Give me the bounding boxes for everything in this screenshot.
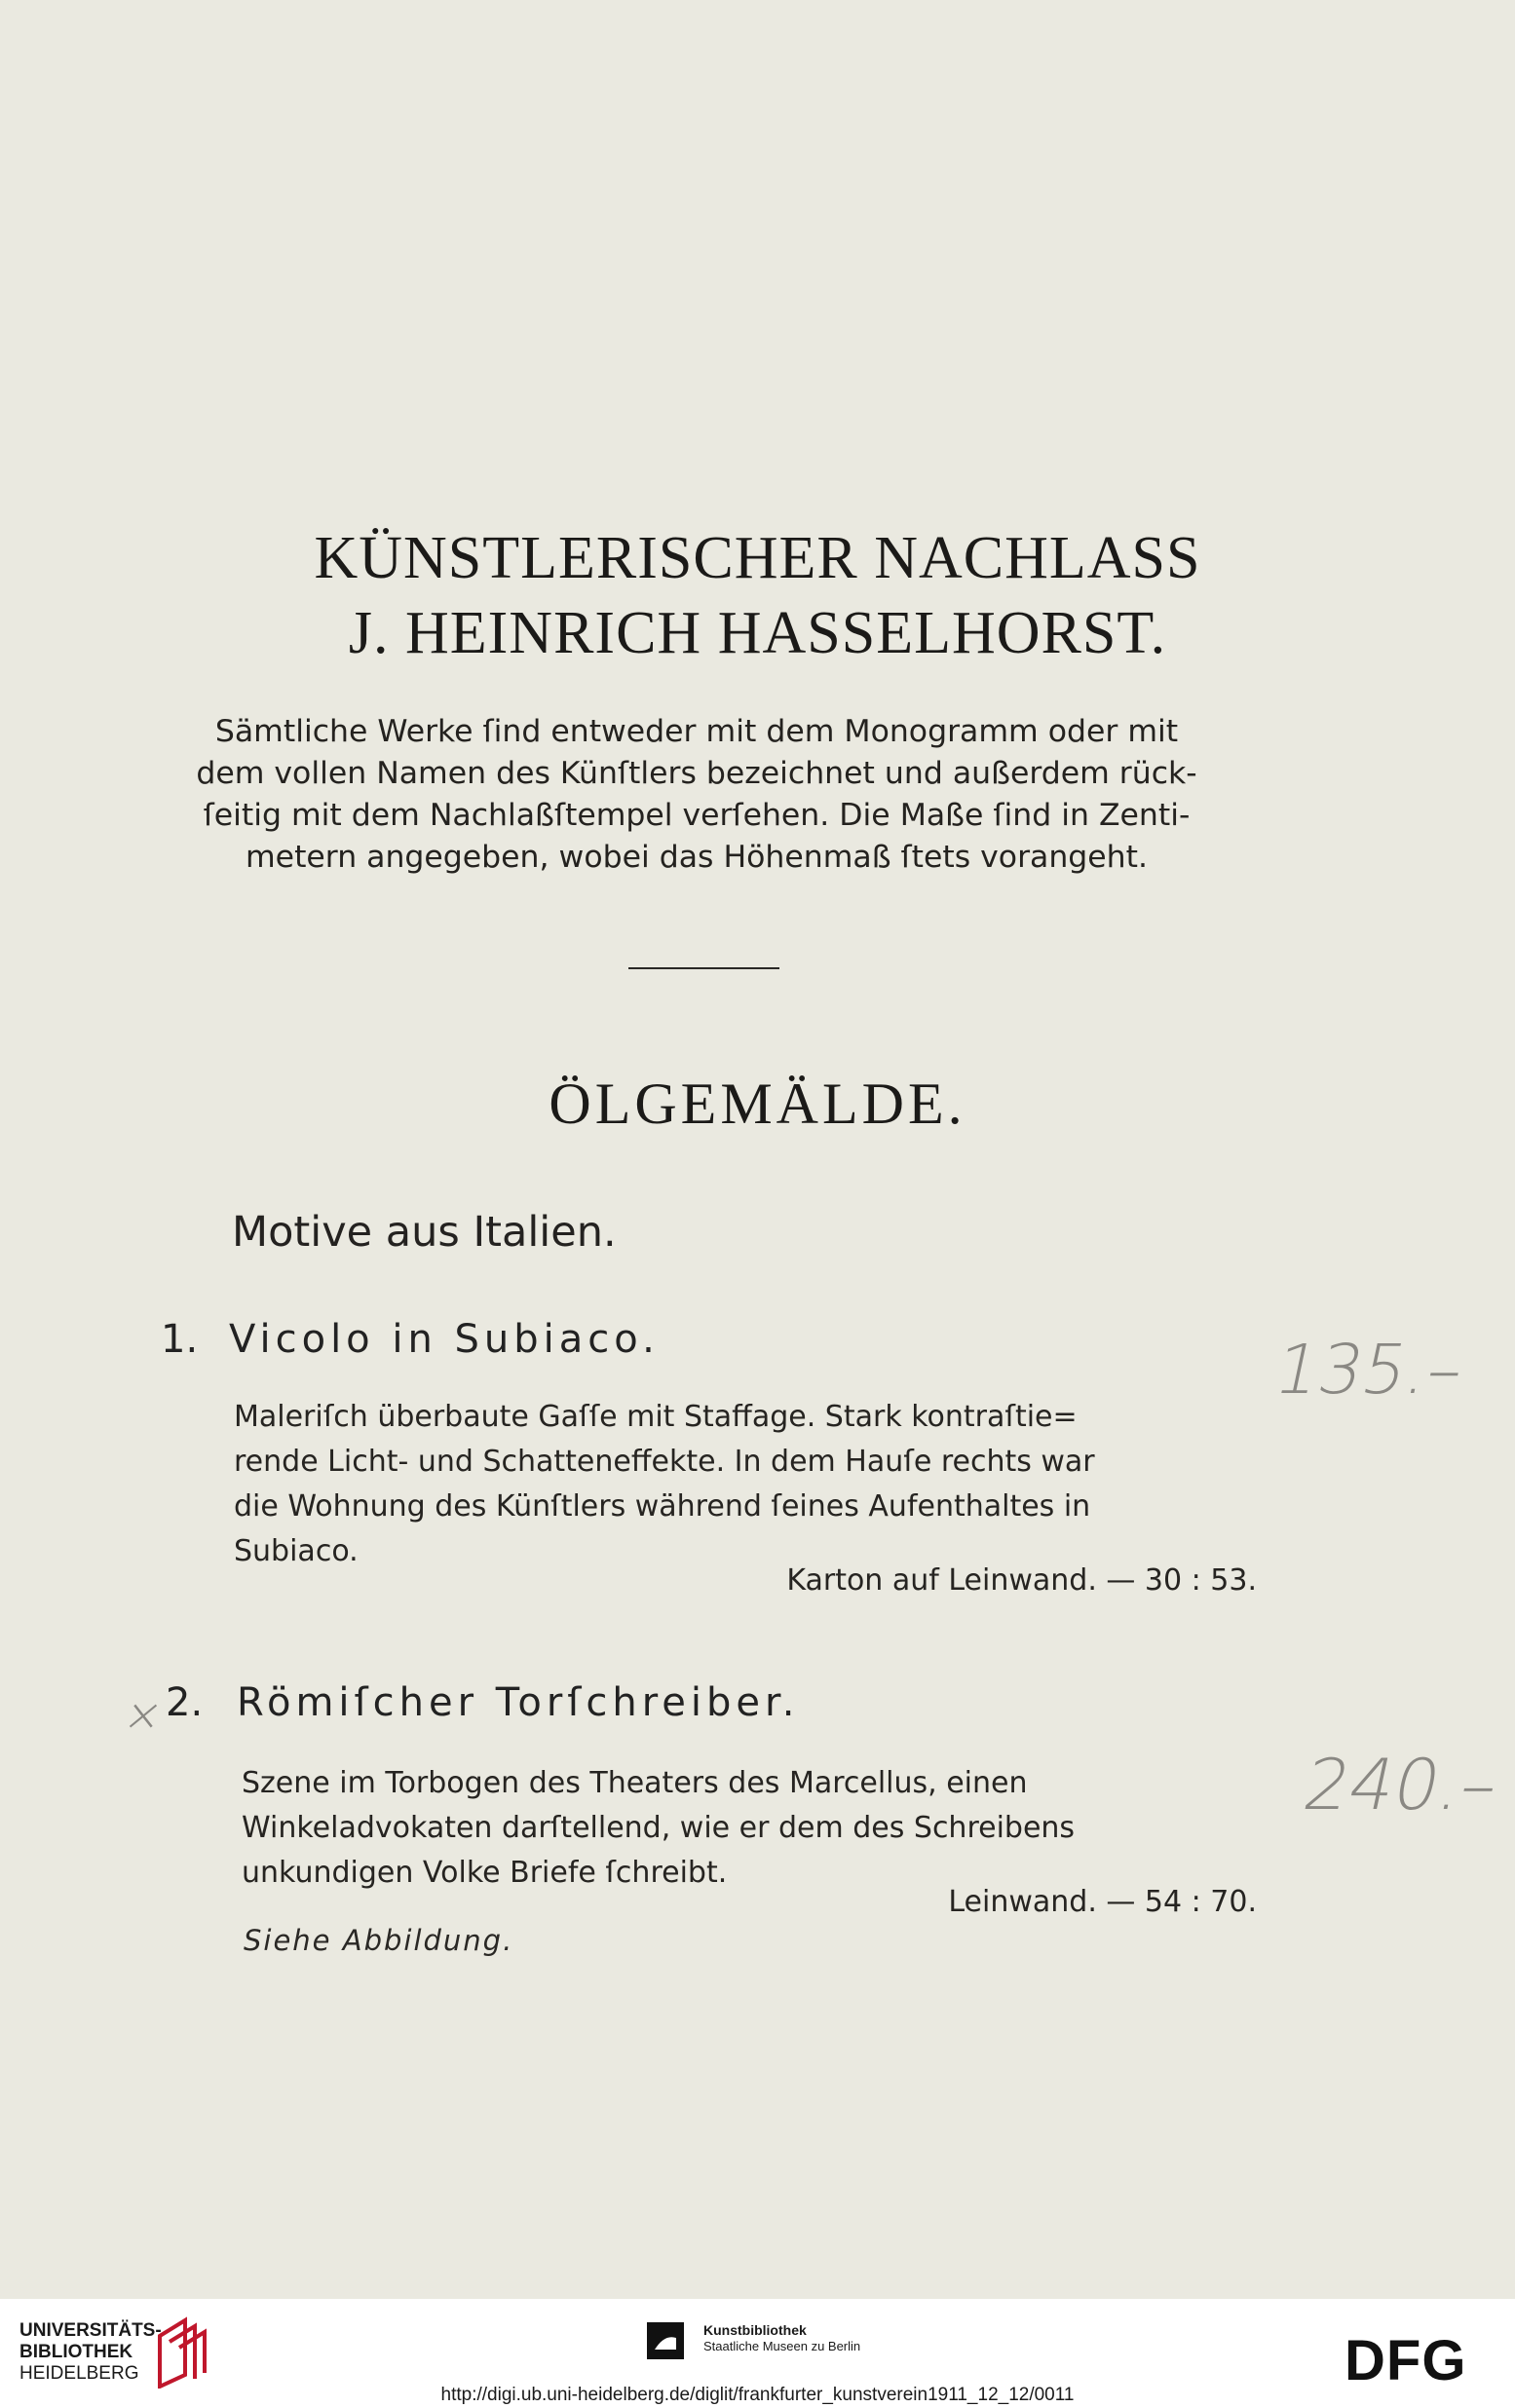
handwritten-price-note: 240.–	[1297, 1744, 1506, 1825]
intro-line: dem vollen Namen des Künſtlers bezeichnet und außerdem rück-	[196, 756, 1197, 791]
item-medium-dimensions: Karton auf Leinwand. — 30 : 53.	[786, 1563, 1257, 1598]
intro-line: ſeitig mit dem Nachlaßſtempel verſehen. Die Maße ſind in Zenti-	[203, 798, 1191, 833]
section-divider	[628, 967, 779, 969]
item-title: Römiſcher Torſchreiber.	[237, 1680, 800, 1725]
kunstbibliothek-logo-icon[interactable]	[645, 2320, 686, 2361]
description-line: die Wohnung des Künſtlers während ſeines Aufenthaltes in	[234, 1489, 1091, 1524]
item-number: 1.	[161, 1317, 199, 1362]
description-line: Winkeladvokaten darſtellend, wie er dem des Schreibens	[242, 1811, 1076, 1845]
intro-paragraph	[136, 711, 1257, 879]
intro-line: Sämtliche Werke ſind entweder mit dem Monogramm oder mit	[214, 714, 1179, 749]
item-title: Vicolo in Subiaco.	[229, 1317, 660, 1362]
section-title: ÖLGEMÄLDE.	[549, 1072, 966, 1136]
description-line: rende Licht- und Schatteneffekte. In dem Hauſe rechts war	[234, 1445, 1095, 1479]
description-line: unkundigen Volke Briefe ſchreibt.	[242, 1856, 728, 1890]
library-name-line: HEIDELBERG	[19, 2363, 139, 2384]
library-name-line: BIBLIOTHEK	[19, 2342, 133, 2362]
intro-line: metern angegeben, wobei das Höhenmaß ſtets vorangeht.	[246, 840, 1148, 875]
subsection-title: Motive aus Italien.	[232, 1208, 617, 1257]
item-description	[242, 1761, 1260, 1896]
kb-name-text: Kunstbibliothek	[703, 2322, 807, 2338]
university-library-logo-icon[interactable]	[156, 2316, 210, 2389]
dfg-logo[interactable]: DFG	[1345, 2329, 1467, 2392]
item-number: 2.	[166, 1680, 204, 1725]
item-description	[234, 1395, 1252, 1574]
page-title-line2: J. HEINRICH HASSELHORST.	[348, 600, 1167, 666]
handwritten-price-note: 135.–	[1268, 1330, 1471, 1410]
permalink-url[interactable]: http://digi.ub.uni-heidelberg.de/diglit/frankfurter_kunstverein1911_12_12/0011	[440, 2385, 1075, 2405]
description-line: Maleriſch überbaute Gaſſe mit Staffage. Stark kontraſtie=	[234, 1400, 1078, 1434]
footer-bar	[0, 2299, 1515, 2408]
page-title-line1: KÜNSTLERISCHER NACHLASS	[314, 525, 1201, 591]
library-name-line: UNIVERSITÄTS-	[19, 2320, 162, 2341]
handwritten-mark: ×	[119, 1688, 169, 1741]
description-line: Subiaco.	[234, 1534, 359, 1568]
description-line: Szene im Torbogen des Theaters des Marcellus, einen	[242, 1766, 1028, 1800]
kb-sub-text: Staatliche Museen zu Berlin	[703, 2339, 861, 2353]
kunstbibliothek-name[interactable]	[703, 2322, 860, 2354]
figure-reference-note: Siehe Abbildung.	[244, 1924, 514, 1957]
item-medium-dimensions: Leinwand. — 54 : 70.	[948, 1885, 1257, 1919]
university-library-name[interactable]	[19, 2320, 162, 2385]
